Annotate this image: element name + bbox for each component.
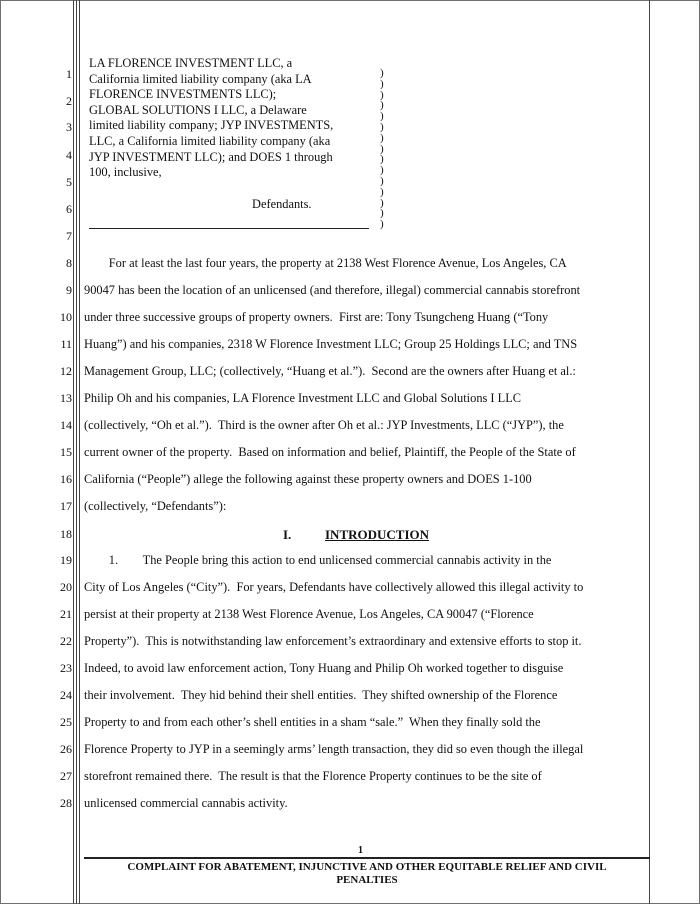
line-number: 5 xyxy=(66,175,72,189)
paragraph-1-line: Florence Property to JYP in a seemingly arms’ length transaction, they did so even though the illegal xyxy=(84,742,584,756)
left-margin-rule-third xyxy=(79,0,80,904)
line-number: 25 xyxy=(60,715,72,729)
paragraph-1-line: Property to and from each other’s shell entities in a sham “sale.” When they finally sold the xyxy=(84,715,541,729)
caption-underline xyxy=(89,228,369,229)
line-number: 3 xyxy=(66,120,72,134)
paragraph-1-line: their involvement. They hid behind their shell entities. They shifted ownership of the Florence xyxy=(84,688,558,702)
caption-paren: ) xyxy=(380,185,384,198)
line-number: 4 xyxy=(66,148,72,162)
caption-line: limited liability company; JYP INVESTMENTS, xyxy=(89,118,334,133)
caption-paren: ) xyxy=(380,153,384,166)
line-number: 27 xyxy=(60,769,72,783)
caption-line: LLC, a California limited liability company (aka xyxy=(89,133,331,148)
caption-paren: ) xyxy=(380,110,384,123)
line-number: 20 xyxy=(60,580,72,594)
line-number: 2 xyxy=(66,94,72,108)
line-number: 15 xyxy=(60,445,72,459)
body-line: California (“People”) allege the following against these property owners and DOES 1-100 xyxy=(84,472,532,486)
body-line: under three successive groups of property owners. First are: Tony Tsungcheng Huang (“Tony xyxy=(84,310,549,324)
line-number: 14 xyxy=(60,418,72,432)
line-number: 1 xyxy=(66,67,72,81)
paragraph-1-line: storefront remained there. The result is that the Florence Property continues to be the site of xyxy=(84,769,542,783)
line-number: 18 xyxy=(60,527,72,541)
line-number: 10 xyxy=(60,310,72,324)
caption-paren: ) xyxy=(380,207,384,220)
caption-paren: ) xyxy=(380,77,384,90)
caption-line: JYP INVESTMENT LLC); and DOES 1 through xyxy=(89,149,333,164)
right-margin-rule xyxy=(649,0,650,904)
line-number: 13 xyxy=(60,391,72,405)
footer-title-line2: PENALTIES xyxy=(336,874,398,886)
caption-line: FLORENCE INVESTMENTS LLC); xyxy=(89,87,277,102)
line-number: 22 xyxy=(60,634,72,648)
caption-parentheses xyxy=(380,68,390,230)
footer-title-line1: COMPLAINT FOR ABATEMENT, INJUNCTIVE AND OTHER EQUITABLE RELIEF AND CIVIL xyxy=(127,861,607,873)
caption-paren: ) xyxy=(380,196,384,209)
paragraph-1-line: unlicensed commercial cannabis activity. xyxy=(84,796,288,810)
line-number: 19 xyxy=(60,553,72,567)
caption-line: GLOBAL SOLUTIONS I LLC, a Delaware xyxy=(89,102,307,117)
caption-paren: ) xyxy=(380,164,384,177)
line-number: 9 xyxy=(66,283,72,297)
line-number: 24 xyxy=(60,688,72,702)
body-line: Philip Oh and his companies, LA Florence Investment LLC and Global Solutions I LLC xyxy=(84,391,522,405)
paragraph-1-line: Indeed, to avoid law enforcement action, Tony Huang and Philip Oh worked together to disguise xyxy=(84,661,564,675)
body-line: (collectively, “Defendants”): xyxy=(84,499,227,513)
line-number: 6 xyxy=(66,202,72,216)
line-number: 23 xyxy=(60,661,72,675)
line-number: 8 xyxy=(66,256,72,270)
caption-paren: ) xyxy=(380,67,384,79)
case-caption xyxy=(89,56,369,181)
body-line: Management Group, LLC; (collectively, “Huang et al.”). Second are the owners after Huang et al.: xyxy=(84,364,576,378)
line-number: 26 xyxy=(60,742,72,756)
caption-paren: ) xyxy=(380,99,384,112)
caption-paren: ) xyxy=(380,174,384,187)
line-number: 17 xyxy=(60,499,72,513)
caption-paren: ) xyxy=(380,120,384,133)
paragraph-1-line: Property”). This is notwithstanding law enforcement’s extraordinary and extensive efforts to stop it. xyxy=(84,634,582,648)
left-margin-rule-inner xyxy=(76,0,77,904)
page-number: 1 xyxy=(358,845,363,856)
line-number: 21 xyxy=(60,607,72,621)
caption-paren: ) xyxy=(380,131,384,144)
footer-rule-top-2 xyxy=(84,858,650,859)
paragraph-1-line: City of Los Angeles (“City”). For years, Defendants have collectively allowed this illegal activity to xyxy=(84,580,584,594)
caption-paren: ) xyxy=(380,218,384,231)
line-number: 12 xyxy=(60,364,72,378)
section-numeral: I. xyxy=(283,527,292,542)
body-line: (collectively, “Oh et al.”). Third is the owner after Oh et al.: JYP Investments, LLC (“JYP”), the xyxy=(84,418,564,432)
line-number: 16 xyxy=(60,472,72,486)
section-heading: INTRODUCTION xyxy=(325,527,430,542)
paragraph-1-line: persist at their property at 2138 West Florence Avenue, Los Angeles, CA 90047 (“Florence xyxy=(84,607,534,621)
caption-line: 100, inclusive, xyxy=(89,165,162,180)
left-margin-rule-outer xyxy=(73,0,74,904)
caption-line: California limited liability company (aka LA xyxy=(89,71,312,86)
caption-line: LA FLORENCE INVESTMENT LLC, a xyxy=(89,56,293,70)
caption-paren: ) xyxy=(380,88,384,101)
body-line: 90047 has been the location of an unlicensed (and therefore, illegal) commercial cannabis storefront xyxy=(84,283,581,297)
paragraph-1-line: 1. The People bring this action to end unlicensed commercial cannabis activity in the xyxy=(84,553,552,567)
line-number: 11 xyxy=(60,337,72,351)
line-number: 28 xyxy=(60,796,72,810)
caption-paren: ) xyxy=(380,142,384,155)
body-line: For at least the last four years, the property at 2138 West Florence Avenue, Los Angeles, CA xyxy=(84,256,567,270)
body-line: Huang”) and his companies, 2318 W Florence Investment LLC; Group 25 Holdings LLC; and TNS xyxy=(84,337,578,351)
line-number: 7 xyxy=(66,229,72,243)
body-line: current owner of the property. Based on information and belief, Plaintiff, the People of the State of xyxy=(84,445,576,459)
defendants-label: Defendants. xyxy=(252,197,312,211)
